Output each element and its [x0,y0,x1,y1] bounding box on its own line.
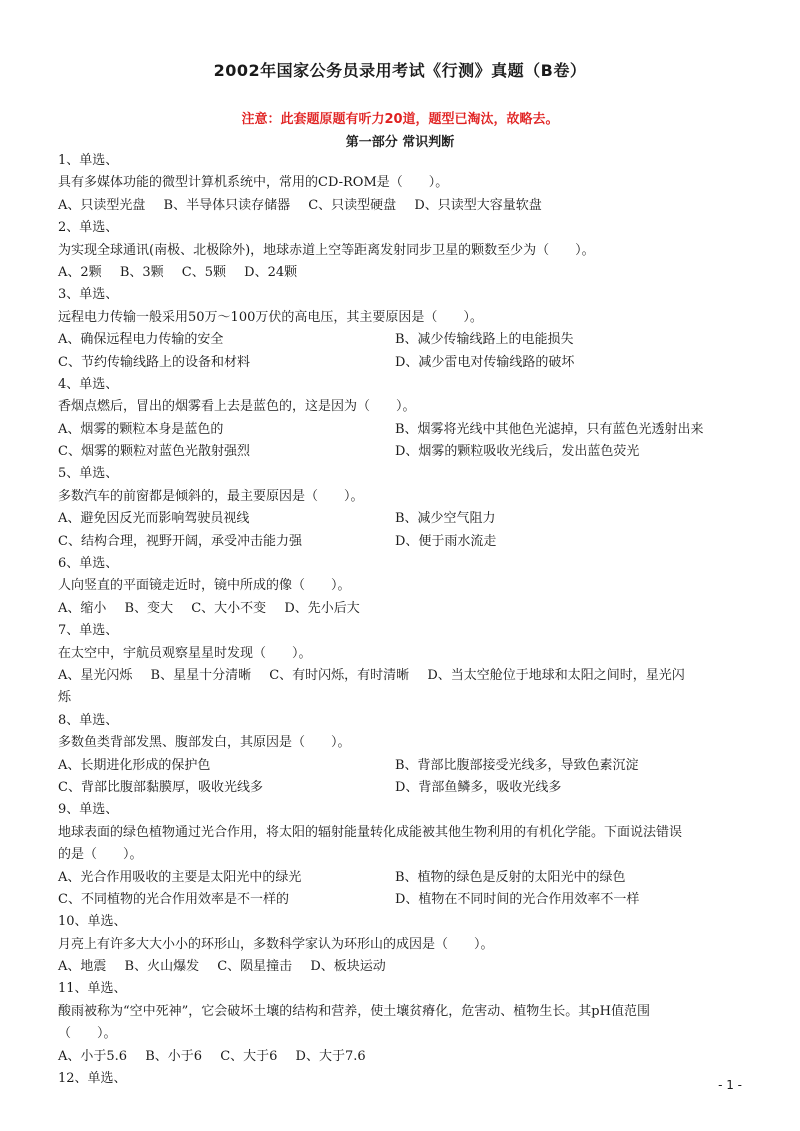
option: A、光合作用吸收的主要是太阳光中的绿光 [58,869,302,885]
option: C、烟雾的颗粒对蓝色光散射强烈 [58,444,250,460]
option: D、板块运动 [310,959,386,975]
options-row [58,329,748,351]
option: B、星星十分清晰 [150,667,252,683]
option: D、24颗 [244,264,298,280]
option: D、大于7.6 [295,1048,366,1064]
question-number: 5、单选、 [58,466,119,482]
option: B、植物的绿色是反射的太阳光中的绿色 [395,869,626,885]
option: D、植物在不同时间的光合作用效率不一样 [395,891,640,907]
question-stem: 具有多媒体功能的微型计算机系统中，常用的CD-ROM是（ ）。 [58,175,449,191]
options-row [58,598,748,620]
option: B、减少空气阻力 [395,511,496,527]
options-row [58,262,748,284]
question-stem: 人向竖直的平面镜走近时，镜中所成的像（ ）。 [58,578,351,594]
option: A、星光闪烁 [58,667,133,683]
options-row [58,441,748,463]
options-row [58,508,748,530]
option: A、烟雾的颗粒本身是蓝色的 [58,421,224,437]
question-list [58,150,748,1090]
question-stem: 香烟点燃后，冒出的烟雾看上去是蓝色的，这是因为（ ）。 [58,399,416,415]
option: A、2颗 [58,264,102,280]
option: D、减少雷电对传输线路的破坏 [395,354,575,370]
question-number: 7、单选、 [58,623,119,639]
question-stem: 月亮上有许多大大小小的环形山，多数科学家认为环形山的成因是（ ）。 [58,936,494,952]
question-stem: 多数鱼类背部发黑、腹部发白，其原因是（ ）。 [58,735,351,751]
question-number: 1、单选、 [58,153,119,168]
document-title: 2002年国家公务员录用考试《行测》真题（B卷） [213,61,587,80]
option: D、先小后大 [284,600,360,616]
option: B、半导体只读存储器 [163,197,291,213]
option: C、大于6 [220,1048,278,1064]
option: A、长期进化形成的保护色 [58,757,211,773]
options-row [58,867,748,889]
option: B、减少传输线路上的电能损失 [395,332,574,348]
option: D、当太空舱位于地球和太阳之间时，星光闪 [427,667,685,683]
notice-text: 注意：此套题原题有听力20道，题型已淘汰，故略去。 [241,112,559,127]
option: D、背部鱼鳞多，吸收光线多 [395,779,562,795]
question-number: 3、单选、 [58,287,119,303]
options-row [58,195,748,217]
options-row [58,665,748,687]
option: D、只读型大容量软盘 [414,197,542,213]
options-row [58,419,748,441]
option: D、烟雾的颗粒吸收光线后，发出蓝色荧光 [395,444,640,460]
options-row [58,956,748,978]
question-number: 2、单选、 [58,220,119,236]
question-number: 10、单选、 [58,914,127,930]
question-number: 6、单选、 [58,556,119,572]
option: A、小于5.6 [58,1048,128,1064]
options-row [58,755,748,777]
option: C、背部比腹部黏膜厚，吸收光线多 [58,779,263,795]
option: A、确保远程电力传输的安全 [58,332,224,348]
page-number: - 1 - [718,1078,742,1092]
options-row [58,889,748,911]
option: A、避免因反光而影响驾驶员视线 [58,511,250,527]
section-title: 第一部分 常识判断 [345,135,455,150]
option: C、只读型硬盘 [308,197,397,213]
option: B、小于6 [145,1048,203,1064]
question-number: 4、单选、 [58,376,119,392]
options-row [58,777,748,799]
question-stem-continuation: （ ）。 [58,1026,117,1042]
option: C、陨星撞击 [217,959,293,975]
question-number: 11、单选、 [58,981,127,997]
question-stem: 酸雨被称为“空中死神”，它会破坏土壤的结构和营养，使土壤贫瘠化，危害动、植物生长。其pH值范围 [58,1003,650,1019]
option: B、变大 [124,600,174,616]
option-continuation: 烁 [58,690,72,706]
option: C、结构合理，视野开阔，承受冲击能力强 [58,533,302,549]
option: A、地震 [58,959,107,975]
option: B、火山爆发 [124,959,200,975]
question-stem: 在太空中，宇航员观察星星时发现（ ）。 [58,645,312,661]
option: A、缩小 [58,600,107,616]
question-stem-continuation: 的是（ ）。 [58,847,143,863]
options-row [58,531,748,553]
question-number: 12、单选、 [58,1071,127,1087]
options-row [58,352,748,374]
question-stem: 远程电力传输一般采用50万～100万伏的高电压，其主要原因是（ ）。 [58,309,483,325]
option: B、3颗 [119,264,164,280]
question-number: 8、单选、 [58,712,119,728]
question-stem: 地球表面的绿色植物通过光合作用，将太阳的辐射能量转化成能被其他生物利用的有机化学能。下面说法错误 [58,824,683,840]
question-stem: 多数汽车的前窗都是倾斜的，最主要原因是（ ）。 [58,488,364,504]
options-row [58,1046,748,1068]
option: C、5颗 [181,264,226,280]
option: C、有时闪烁，有时清晰 [269,667,410,683]
option: C、节约传输线路上的设备和材料 [58,354,250,370]
option: B、背部比腹部接受光线多，导致色素沉淀 [395,757,639,773]
question-stem: 为实现全球通讯(南极、北极除外)，地球赤道上空等距离发射同步卫星的颗数至少为（ ）。 [58,242,595,258]
option: D、便于雨水流走 [395,533,497,549]
option: C、大小不变 [191,600,267,616]
option: C、不同植物的光合作用效率是不一样的 [58,891,289,907]
question-number: 9、单选、 [58,802,119,818]
option: B、烟雾将光线中其他色光滤掉，只有蓝色光透射出来 [395,421,704,437]
option: A、只读型光盘 [58,197,146,213]
